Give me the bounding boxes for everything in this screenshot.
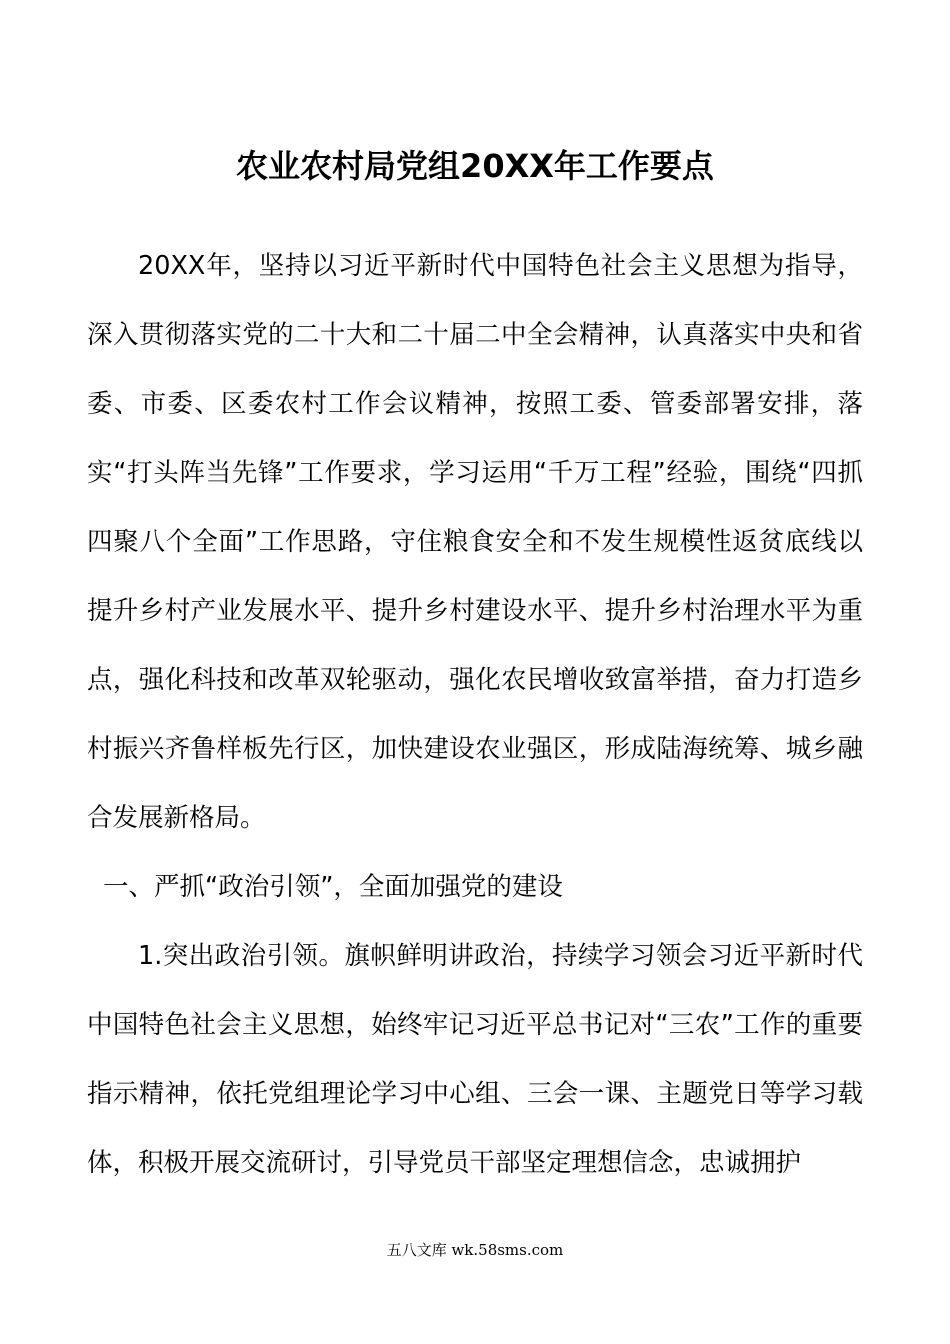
document-body	[87, 232, 863, 1198]
section-1-paragraph-1: 1.突出政治引领。旗帜鲜明讲政治，持续学习领会习近平新时代中国特色社会主义思想，始终牢记习近平总书记对“三农”工作的重要指示精神，依托党组理论学习中心组、三会一课、主题党日等学习载体，积极开展交流研讨，引导党员干部坚定理想信念，忠诚拥护	[87, 941, 863, 1178]
page-footer-watermark: 五八文库 wk.58sms.com	[386, 1241, 564, 1259]
document-title: 农业农村局党组20XX年工作要点	[236, 147, 714, 185]
section-heading-1: 一、严抓“政治引领”，全面加强党的建设	[103, 872, 563, 902]
intro-paragraph: 20XX年，坚持以习近平新时代中国特色社会主义思想为指导，深入贯彻落实党的二十大和二十届二中全会精神，认真落实中央和省委、市委、区委农村工作会议精神，按照工委、管委部署安排，落实“打头阵当先锋”工作要求，学习运用“千万工程”经验，围绕“四抓四聚八个全面”工作思路，守住粮食安全和不发生规模性返贫底线以提升乡村产业发展水平、提升乡村建设水平、提升乡村治理水平为重点，强化科技和改革双轮驱动，强化农民增收致富举措，奋力打造乡村振兴齐鲁样板先行区，加快建设农业强区，形成陆海统筹、城乡融合发展新格局。	[87, 251, 863, 833]
